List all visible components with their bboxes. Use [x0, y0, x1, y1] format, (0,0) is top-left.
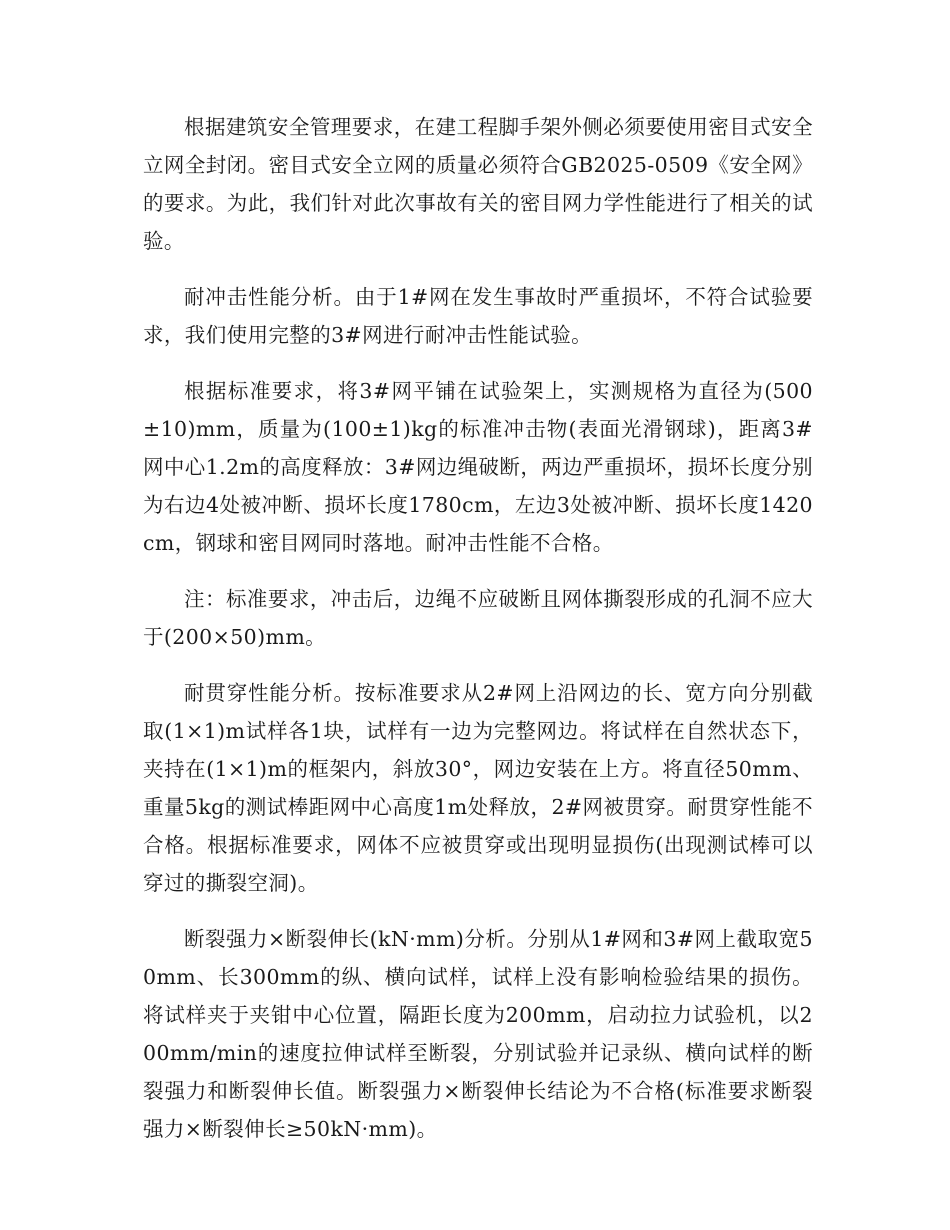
paragraph-breaking-strength-analysis: 断裂强力×断裂伸长(kN·mm)分析。分别从1#网和3#网上截取宽50mm、长300mm的纵、横向试样，试样上没有影响检验结果的损伤。将试样夹于夹钳中心位置，隔距长度为200mm，启动拉力试验机，以200mm/min的速度拉伸试样至断裂，分别试验并记录纵、横向试样的断裂强力和断裂伸长值。断裂强力×断裂伸长结论为不合格(标准要求断裂强力×断裂伸长≥50kN·mm)。 — [143, 927, 814, 1141]
paragraph-impact-test-procedure: 根据标准要求，将3#网平铺在试验架上，实测规格为直径为(500±10)mm，质量为(100±1)kg的标准冲击物(表面光滑钢球)，距离3#网中心1.2m的高度释放：3#网边绳破断，两边严重损坏，损坏长度分别为右边4处被冲断、损坏长度1780cm，左边3处被冲断、损坏长度1420cm，钢球和密目网同时落地。耐冲击性能不合格。 — [143, 379, 813, 555]
paragraph-safety-net-requirement: 根据建筑安全管理要求，在建工程脚手架外侧必须要使用密目式安全立网全封闭。密目式安全立网的质量必须符合GB2025-0509《安全网》的要求。为此，我们针对此次事故有关的密目网力学性能进行了相关的试验。 — [143, 115, 813, 253]
document-body — [143, 108, 813, 1166]
paragraph-impact-analysis: 耐冲击性能分析。由于1#网在发生事故时严重损坏，不符合试验要求，我们使用完整的3#网进行耐冲击性能试验。 — [143, 285, 813, 347]
paragraph-impact-note: 注：标准要求，冲击后，边绳不应破断且网体撕裂形成的孔洞不应大于(200×50)mm。 — [143, 587, 813, 649]
paragraph-penetration-analysis: 耐贯穿性能分析。按标准要求从2#网上沿网边的长、宽方向分别截取(1×1)m试样各1块，试样有一边为完整网边。将试样在自然状态下，夹持在(1×1)m的框架内，斜放30°，网边安装在上方。将直径50mm、重量5kg的测试棒距网中心高度1m处释放，2#网被贯穿。耐贯穿性能不合格。根据标准要求，网体不应被贯穿或出现明显损伤(出现测试棒可以穿过的撕裂空洞)。 — [143, 681, 813, 895]
